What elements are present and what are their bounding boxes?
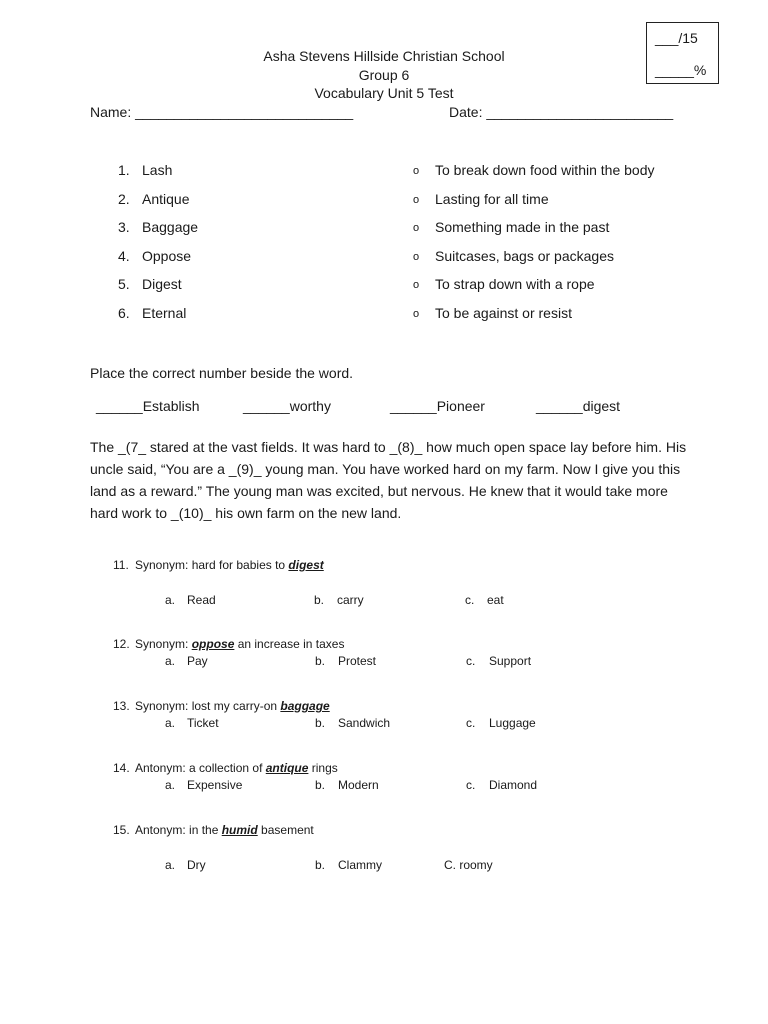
word-label: Digest: [142, 276, 182, 292]
option-text[interactable]: Modern: [338, 778, 379, 792]
test-title: Vocabulary Unit 5 Test: [314, 85, 454, 101]
word-number: 1.: [118, 162, 130, 178]
option-letter[interactable]: a.: [165, 858, 176, 872]
bullet-icon: o: [413, 308, 420, 320]
option-text[interactable]: Sandwich: [338, 716, 391, 730]
target-word: antique: [265, 761, 309, 775]
fill-in-paragraph: The _(7_ stared at the vast fields. It was hard to _(8)_ how much open space lay before him. His uncle said, “You are a _(9)_ young man. You have worked hard on my farm. Now I give you this land as a reward.” The young man was excited, but nervous. He knew that it would take more hard work to _(10)_ his own farm on the new land.: [90, 439, 687, 521]
word-number: 5.: [118, 276, 130, 292]
option-letter[interactable]: b.: [315, 778, 326, 792]
question-number: 14.: [113, 761, 130, 775]
word-number: 6.: [118, 305, 130, 321]
option-text[interactable]: Read: [187, 593, 216, 607]
target-word: oppose: [191, 637, 235, 651]
option-text[interactable]: Support: [489, 654, 532, 668]
question-text: Antonym: in the humid basement: [135, 823, 314, 837]
option-text[interactable]: C. roomy: [444, 858, 493, 872]
option-text[interactable]: Protest: [338, 654, 377, 668]
bullet-icon: o: [413, 165, 420, 177]
option-text[interactable]: eat: [487, 593, 504, 607]
option-text[interactable]: Dry: [187, 858, 206, 872]
school-name: Asha Stevens Hillside Christian School: [263, 48, 505, 64]
score-percent: _____%: [655, 62, 707, 78]
bullet-icon: o: [413, 279, 420, 291]
option-letter[interactable]: b.: [315, 654, 326, 668]
option-letter[interactable]: c.: [465, 593, 475, 607]
option-text[interactable]: Clammy: [338, 858, 382, 872]
group-label: Group 6: [358, 67, 410, 83]
option-letter[interactable]: b.: [314, 593, 325, 607]
name-field[interactable]: Name: ____________________________: [90, 104, 354, 120]
word-label: Baggage: [142, 219, 199, 235]
question-text: Synonym: lost my carry-on baggage: [135, 699, 330, 713]
option-text[interactable]: Ticket: [187, 716, 219, 730]
definition-label: Something made in the past: [435, 219, 610, 235]
definition-label: To be against or resist: [435, 305, 572, 321]
option-text[interactable]: Luggage: [489, 716, 536, 730]
blank-worthy[interactable]: ______worthy: [243, 398, 331, 414]
question-number: 12.: [113, 637, 130, 651]
blank-establish[interactable]: ______Establish: [96, 398, 200, 414]
option-letter[interactable]: a.: [165, 778, 176, 792]
word-number: 3.: [118, 219, 130, 235]
word-label: Eternal: [142, 305, 187, 321]
target-word: digest: [288, 558, 324, 572]
option-letter[interactable]: b.: [315, 858, 326, 872]
word-label: Oppose: [142, 248, 192, 264]
definition-label: To break down food within the body: [435, 162, 655, 178]
question-text: Synonym: oppose an increase in taxes: [135, 637, 345, 651]
option-text[interactable]: Expensive: [187, 778, 243, 792]
bullet-icon: o: [413, 222, 420, 234]
blank-digest[interactable]: ______digest: [536, 398, 621, 414]
question-number: 13.: [113, 699, 130, 713]
question-number: 15.: [113, 823, 130, 837]
target-word: humid: [221, 823, 258, 837]
option-letter[interactable]: c.: [466, 654, 476, 668]
definition-label: Suitcases, bags or packages: [435, 248, 614, 264]
option-text[interactable]: carry: [337, 593, 364, 607]
option-letter[interactable]: a.: [165, 654, 176, 668]
target-word: baggage: [280, 699, 330, 713]
definition-label: To strap down with a rope: [435, 276, 595, 292]
bullet-icon: o: [413, 194, 420, 206]
score-points: ___/15: [655, 30, 698, 46]
word-number: 4.: [118, 248, 130, 264]
option-letter[interactable]: c.: [466, 716, 476, 730]
definition-label: Lasting for all time: [435, 191, 549, 207]
option-letter[interactable]: a.: [165, 716, 176, 730]
question-text: Synonym: hard for babies to digest: [135, 558, 324, 572]
blank-pioneer[interactable]: ______Pioneer: [390, 398, 485, 414]
option-letter[interactable]: b.: [315, 716, 326, 730]
question-text: Antonym: a collection of antique rings: [135, 761, 338, 775]
date-field[interactable]: Date: ________________________: [449, 104, 674, 120]
option-text[interactable]: Pay: [187, 654, 208, 668]
word-label: Lash: [142, 162, 173, 178]
place-instruction: Place the correct number beside the word.: [90, 365, 354, 381]
bullet-icon: o: [413, 251, 420, 263]
option-letter[interactable]: a.: [165, 593, 176, 607]
option-letter[interactable]: c.: [466, 778, 476, 792]
option-text[interactable]: Diamond: [489, 778, 538, 792]
word-label: Antique: [142, 191, 190, 207]
word-number: 2.: [118, 191, 130, 207]
question-number: 11.: [113, 558, 129, 572]
